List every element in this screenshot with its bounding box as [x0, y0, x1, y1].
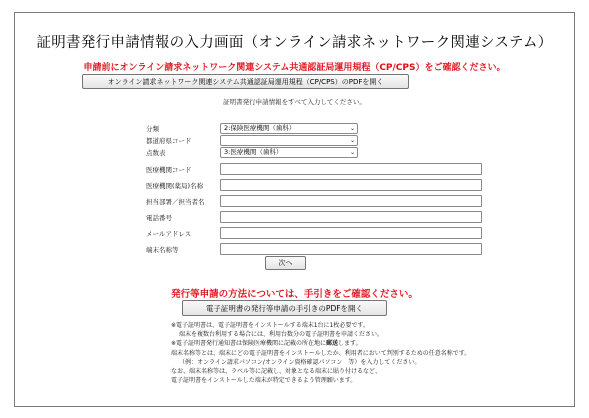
notes-block — [171, 321, 470, 385]
chevron-down-icon: ⌄ — [349, 125, 355, 132]
open-guide-pdf-button[interactable]: 電子証明書の発行等申請の手引きのPDFを開く — [182, 300, 387, 316]
prefecture-select[interactable] — [220, 135, 358, 146]
score-table-select-value: 3:医療機関（歯科） — [224, 148, 283, 156]
category-select-value: 2:保険医療機関（歯科） — [224, 124, 296, 132]
note-line: なお、端末名称等は、ラベル等に記載し、対象となる端末に貼り付けるなど、 — [171, 368, 382, 376]
cp-notice: 申請前にオンライン請求ネットワーク関連システム共通認証局運用規程（CP/CPS）をご確認ください。 — [83, 63, 506, 73]
terminal-label: 端末名称等 — [146, 246, 179, 254]
institution-name-label: 医療機関(薬局)名称 — [146, 182, 204, 190]
main-panel — [14, 12, 575, 407]
note-text: します。 — [338, 340, 362, 348]
category-label: 分類 — [146, 125, 159, 133]
note-line: 端末名称等とは、端末にどの電子証明書をインストールしたか、利用者において判別するための任意名称です。 — [171, 349, 471, 357]
chevron-down-icon: ⌄ — [349, 137, 355, 144]
note-text: ※電子証明書発行通知書は保険医療機関に記載の所在地に — [171, 340, 327, 348]
note-line: 電子証明書をインストールした端末が特定できるよう管理願います。 — [171, 377, 357, 385]
institution-name-input[interactable] — [220, 179, 482, 191]
terminal-input[interactable] — [220, 243, 482, 255]
department-label: 担当部署／担当者名 — [146, 198, 205, 206]
chevron-down-icon: ⌄ — [349, 149, 355, 156]
department-input[interactable] — [220, 195, 482, 207]
note-line: 端末を複数台利用する場合には、利用台数分の電子証明書を申請ください。 — [179, 331, 384, 339]
note-emphasis: 郵送 — [326, 340, 339, 348]
open-cp-pdf-button[interactable]: オンライン請求ネットワーク関連システム共通認証局運用規程（CP/CPS）のPDFを開く — [82, 74, 409, 89]
note-line: ※電子証明書は、電子証明書をインストールする端末1台に1枚必要です。 — [171, 322, 369, 329]
email-input[interactable] — [220, 227, 482, 239]
phone-label: 電話番号 — [146, 214, 172, 222]
instruction-text: 証明書発行申請情報をすべて入力してください。 — [223, 98, 366, 106]
next-button[interactable]: 次へ — [265, 256, 306, 270]
score-table-label: 点数表 — [146, 149, 166, 157]
email-label: メールアドレス — [146, 230, 192, 238]
score-table-select[interactable] — [220, 147, 358, 158]
phone-input[interactable] — [220, 211, 482, 223]
note-line — [171, 339, 470, 348]
page-title: 証明書発行申請情報の入力画面（オンライン請求ネットワーク関連システム） — [36, 35, 553, 51]
guide-notice: 発行等申請の方法については、手引きをご確認ください。 — [171, 289, 418, 300]
category-select[interactable] — [220, 123, 358, 134]
note-line: （例：オンライン請求パソコン/オンライン資格確認パソコン 等）を入力してください。 — [179, 358, 421, 366]
institution-code-label: 医療機関コード — [146, 166, 192, 174]
institution-code-input[interactable] — [220, 163, 482, 175]
prefecture-label: 都道府県コード — [146, 137, 192, 145]
